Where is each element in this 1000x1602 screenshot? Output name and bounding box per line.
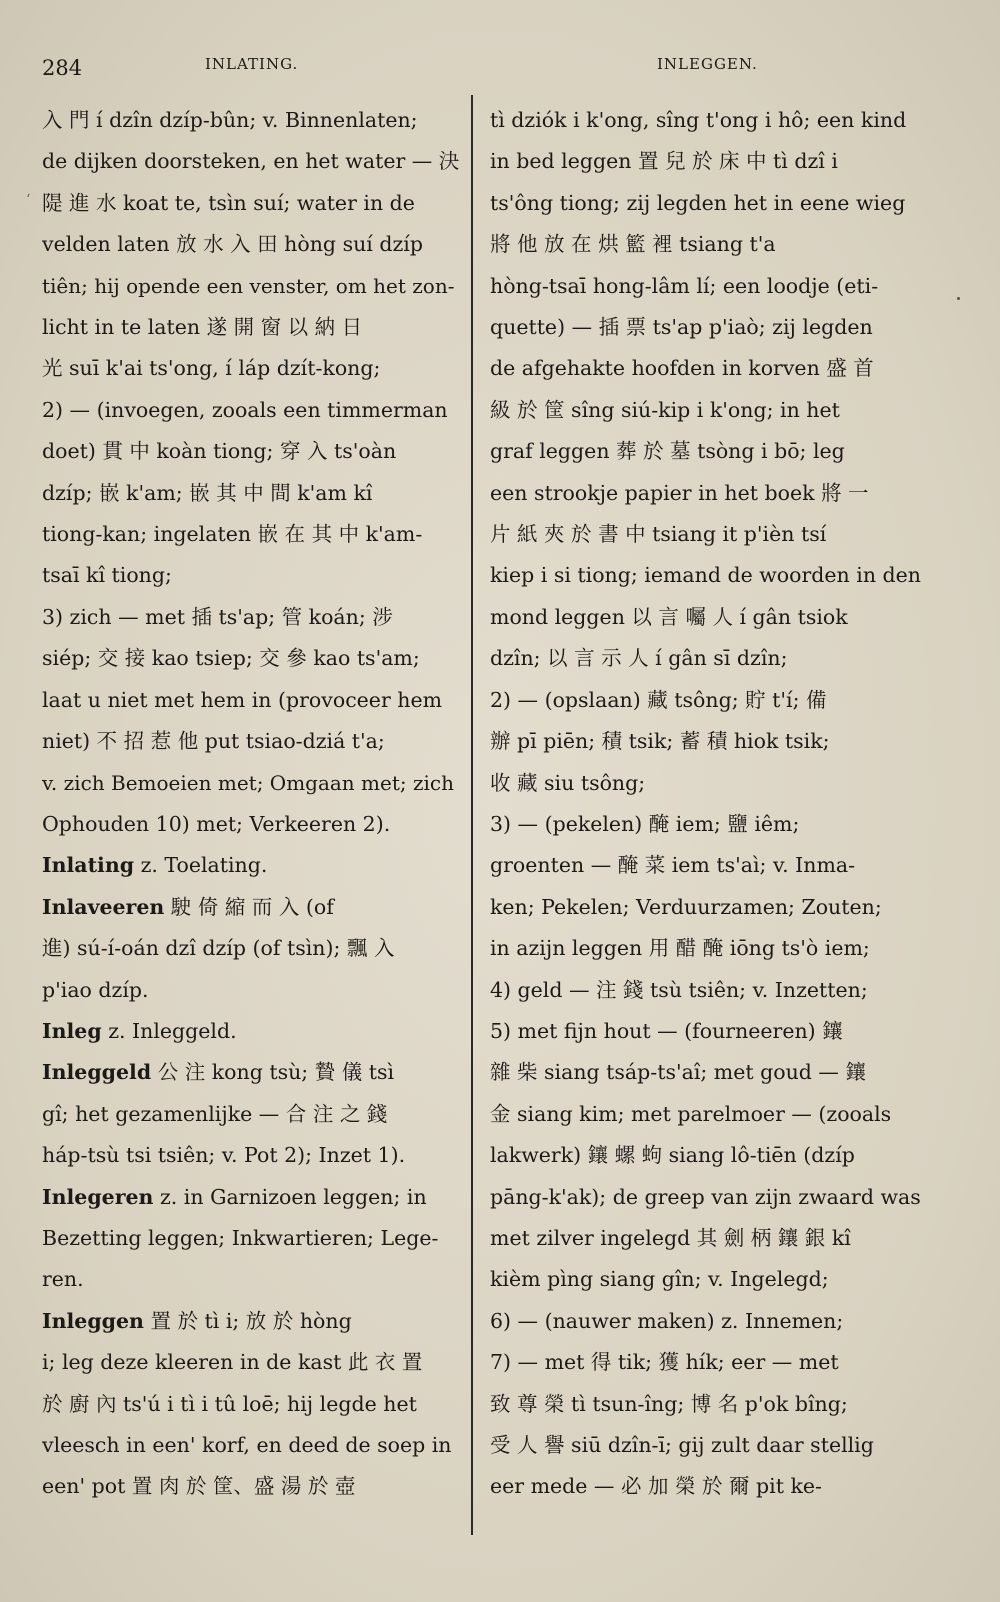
- left-running-head: INLATING.: [205, 55, 299, 73]
- text-line: dzíp; 嵌 k'am; 嵌 其 中 間 k'am kî: [42, 480, 373, 505]
- text-line: licht in te laten 遂 開 窗 以 納 日: [42, 315, 363, 340]
- text-line: 辦 pī piēn; 積 tsik; 蓄 積 hiok tsik;: [490, 729, 830, 754]
- text-line: 於 廚 內 ts'ú i tì i tû loē; hij legde het: [42, 1391, 417, 1416]
- headword: Inlegeren: [42, 1184, 154, 1209]
- text-line: Inlegeren z. in Garnizoen leggen; in: [42, 1184, 427, 1209]
- text-line: 7) — met 得 tik; 獲 hík; eer — met: [490, 1350, 839, 1375]
- text-line: dzîn; 以 言 示 人 í gân sī dzîn;: [490, 646, 788, 671]
- text-line: gî; het gezamenlijke — 合 注 之 錢: [42, 1101, 388, 1126]
- text-line: 受 人 譽 siū dzîn-ī; gij zult daar stellig: [490, 1433, 874, 1457]
- page-number: 284: [42, 56, 83, 80]
- text-line: 進) sú-í-oán dzî dzíp (of tsìn); 飄 入: [42, 936, 395, 961]
- margin-mark: ‘: [26, 192, 31, 208]
- text-line: 入 門 í dzîn dzíp-bûn; v. Binnenlaten;: [42, 108, 418, 132]
- text-line: Inlating z. Toelating.: [42, 853, 268, 878]
- headword: Inleggeld: [42, 1060, 152, 1085]
- text-line: de dijken doorsteken, en het water — 決: [42, 149, 460, 174]
- text-line: ren.: [42, 1267, 84, 1292]
- text-line: Inleggen 置 於 tì i; 放 於 hòng: [42, 1308, 352, 1333]
- text-line: in azijn leggen 用 醋 醃 iōng ts'ò iem;: [490, 936, 870, 961]
- text-line: in bed leggen 置 兒 於 床 中 tì dzî i: [490, 149, 838, 174]
- text-line: graf leggen 葬 於 墓 tsòng i bō; leg: [490, 439, 845, 464]
- headword: Inleg: [42, 1018, 102, 1043]
- text-line: pāng-k'ak); de greep van zijn zwaard was: [490, 1184, 921, 1209]
- text-line: Bezetting leggen; Inkwartieren; Lege-: [42, 1225, 439, 1250]
- text-line: Inlaveeren 駛 倚 縮 而 入 (of: [42, 894, 334, 919]
- text-line: 3) — (pekelen) 醃 iem; 鹽 iêm;: [490, 811, 800, 836]
- text-line: 致 尊 榮 tì tsun-îng; 博 名 p'ok bîng;: [490, 1391, 848, 1416]
- headword: Inlaveeren: [42, 894, 165, 919]
- text-line: met zilver ingelegd 其 劍 柄 鑲 銀 kî: [490, 1225, 851, 1250]
- text-line: 3) zich — met 插 ts'ap; 管 koán; 涉: [42, 604, 393, 629]
- text-line: kiep i si tiong; iemand de woorden in den: [490, 563, 922, 588]
- text-line: v. zich Bemoeien met; Omgaan met; zich: [42, 770, 454, 795]
- text-line: tiên; hij opende een venster, om het zon-: [42, 273, 455, 298]
- text-line: Ophouden 10) met; Verkeeren 2).: [42, 811, 391, 836]
- text-line: ts'ông tiong; zij legden het in eene wieg: [490, 190, 906, 215]
- text-line: een strookje papier in het boek 將 一: [490, 480, 869, 505]
- text-line: doet) 貫 中 koàn tiong; 穿 入 ts'oàn: [42, 439, 397, 464]
- text-line: 將 他 放 在 烘 籃 裡 tsiang t'a: [490, 232, 776, 257]
- text-line: 2) — (opslaan) 藏 tsông; 貯 t'í; 備: [490, 687, 827, 712]
- text-line: 6) — (nauwer maken) z. Innemen;: [490, 1308, 844, 1333]
- right-column: [490, 100, 928, 1508]
- text-line: háp-tsù tsi tsiên; v. Pot 2); Inzet 1).: [42, 1143, 406, 1168]
- text-line: 雜 柴 siang tsáp-ts'aî; met goud — 鑲: [490, 1060, 866, 1085]
- text-line: tsaī kî tiong;: [42, 563, 172, 588]
- text-line: velden laten 放 水 入 田 hòng suí dzíp: [42, 232, 423, 257]
- text-line: Inleg z. Inleggeld.: [42, 1018, 237, 1043]
- text-line: Inleggeld 公 注 kong tsù; 贄 儀 tsì: [42, 1060, 395, 1085]
- text-line: een' pot 置 肉 於 筐、盛 湯 於 壺: [42, 1474, 356, 1499]
- text-line: 4) geld — 注 錢 tsù tsiên; v. Inzetten;: [490, 977, 868, 1002]
- text-line: 隄 進 水 koat te, tsìn suí; water in de: [42, 190, 415, 215]
- text-line: tì dziók i k'ong, sîng t'ong i hô; een kind: [490, 108, 907, 132]
- text-line: niet) 不 招 惹 他 put tsiao-dziá t'a;: [42, 729, 385, 754]
- text-line: i; leg deze kleeren in de kast 此 衣 置: [42, 1350, 423, 1375]
- text-line: ken; Pekelen; Verduurzamen; Zouten;: [490, 894, 882, 919]
- text-line: 2) — (invoegen, zooals een timmerman: [42, 397, 448, 422]
- text-line: siép; 交 接 kao tsiep; 交 參 kao ts'am;: [42, 646, 420, 671]
- text-line: de afgehakte hoofden in korven 盛 首: [490, 356, 874, 381]
- column-divider: [471, 95, 473, 1535]
- text-line: 光 suī k'ai ts'ong, í láp dzít-kong;: [42, 356, 381, 381]
- text-line: p'iao dzíp.: [42, 977, 149, 1002]
- text-line: 片 紙 夾 於 書 中 tsiang it p'ièn tsí: [490, 522, 827, 547]
- text-line: laat u niet met hem in (provoceer hem: [42, 687, 443, 712]
- text-line: 級 於 筐 sîng siú-kip i k'ong; in het: [490, 397, 840, 422]
- text-line: 收 藏 siu tsông;: [490, 770, 646, 795]
- text-line: hòng-tsaī hong-lâm lí; een loodje (eti-: [490, 273, 879, 298]
- headword: Inleggen: [42, 1308, 144, 1333]
- text-line: groenten — 醃 菜 iem ts'aì; v. Inma-: [490, 853, 856, 878]
- headword: Inlating: [42, 853, 135, 878]
- text-line: 5) met fijn hout — (fourneeren) 鑲: [490, 1018, 843, 1043]
- text-line: 金 siang kim; met parelmoer — (zooals: [490, 1101, 892, 1126]
- text-line: vleesch in een' korf, en deed de soep in: [42, 1433, 452, 1457]
- right-running-head: INLEGGEN.: [657, 55, 758, 73]
- text-line: lakwerk) 鑲 螺 蚼 siang lô-tiēn (dzíp: [490, 1143, 855, 1168]
- left-column: [42, 100, 462, 1508]
- text-line: mond leggen 以 言 囑 人 í gân tsiok: [490, 604, 848, 629]
- text-line: tiong-kan; ingelaten 嵌 在 其 中 k'am-: [42, 522, 423, 547]
- text-line: eer mede — 必 加 榮 於 爾 pit ke-: [490, 1474, 822, 1499]
- text-line: quette) — 插 票 ts'ap p'iaò; zij legden: [490, 315, 873, 340]
- margin-dot: [957, 297, 960, 300]
- text-line: kièm pìng siang gîn; v. Ingelegd;: [490, 1267, 829, 1292]
